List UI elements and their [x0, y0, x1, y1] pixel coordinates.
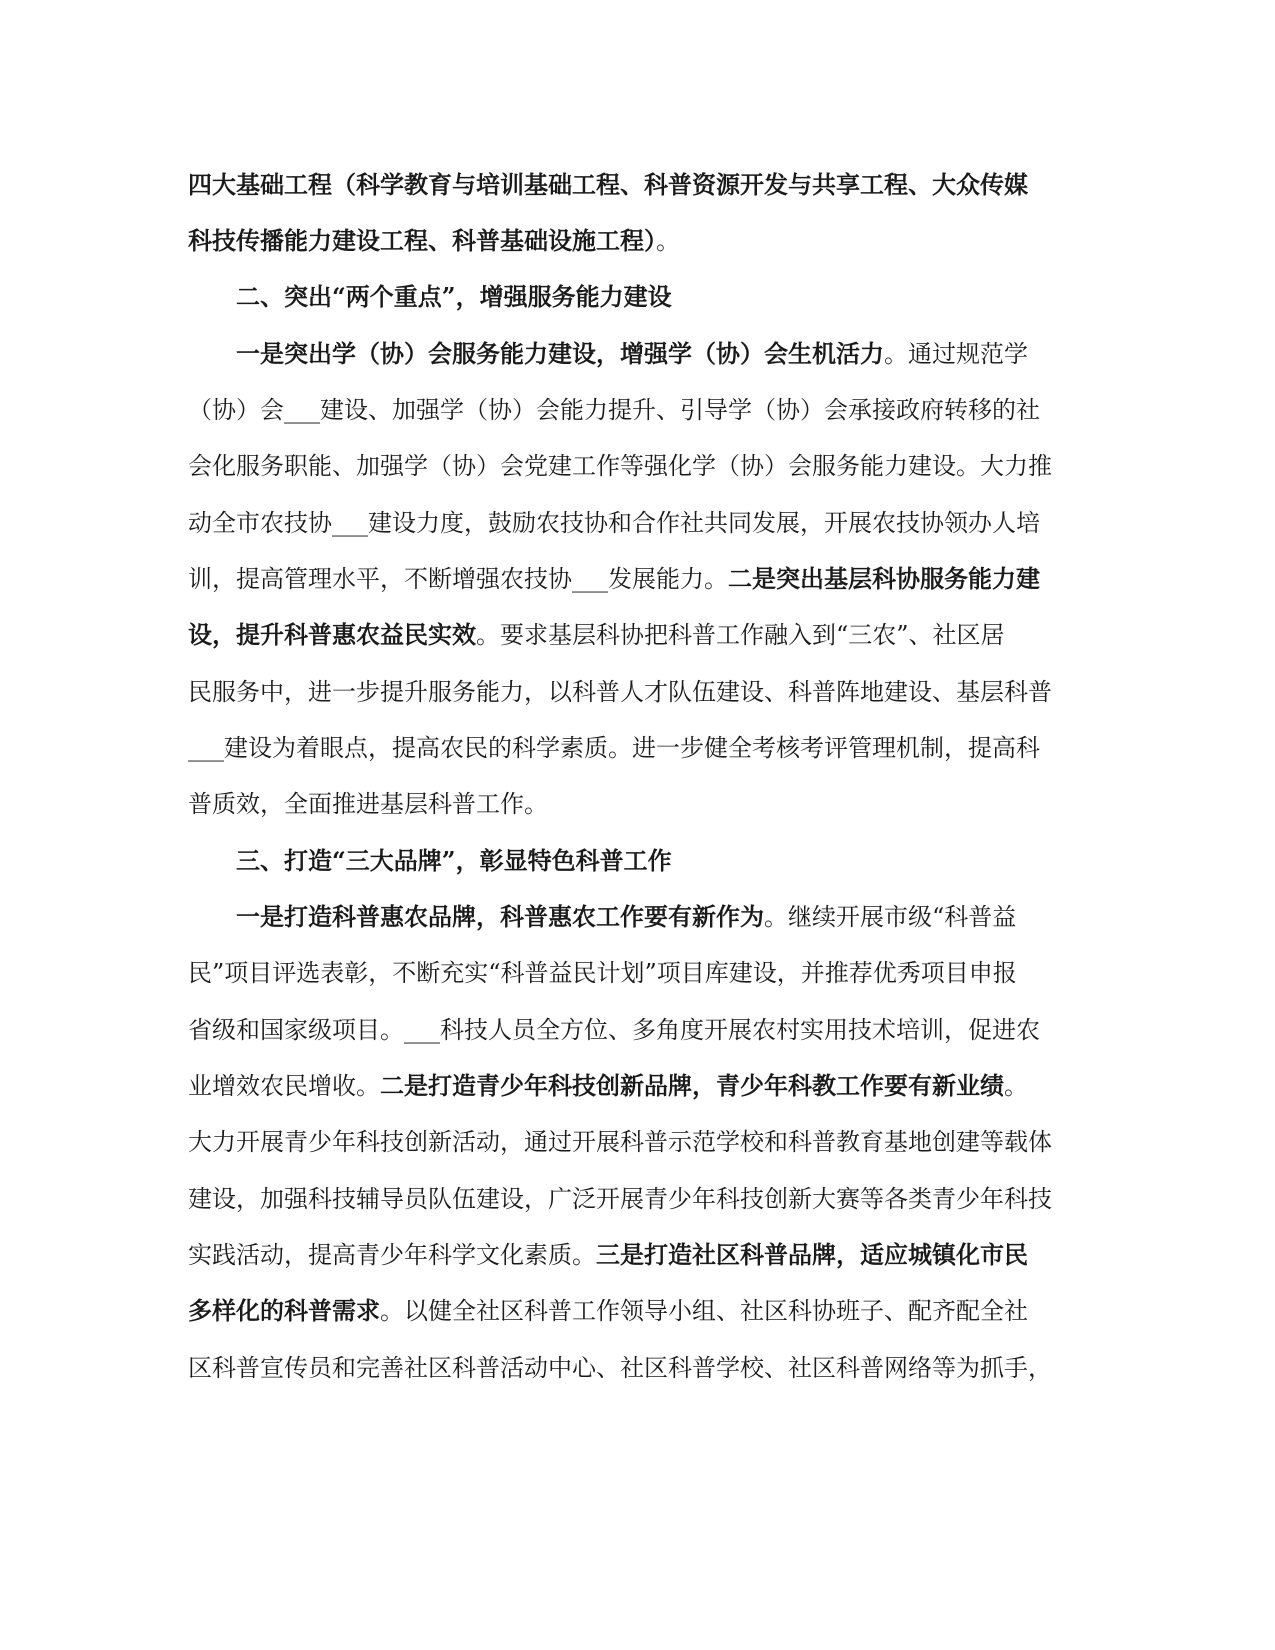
body-text: 建设，加强科技辅导员队伍建设，广泛开展青少年科技创新大赛等各类青少年科技 — [188, 1185, 1052, 1213]
bold-text: 一是突出学（协）会服务能力建设，增强学（协）会生机活力 — [236, 339, 884, 368]
bold-text: 二是突出基层科协服务能力建 — [728, 564, 1040, 593]
bold-text: 四大基础工程（科学教育与培训基础工程、科普资源开发与共享工程、大众传媒 — [188, 170, 1028, 199]
body-text: 。 — [1004, 1072, 1028, 1100]
bold-text: 多样化的科普需求 — [188, 1296, 380, 1325]
paragraph-line — [188, 503, 1088, 543]
heading-text: 三、打造“三大品牌”，彰显特色科普工作 — [236, 846, 672, 875]
body-text: 。 — [656, 227, 680, 255]
paragraph-line — [236, 897, 1136, 937]
paragraph-line — [188, 1010, 1088, 1050]
paragraph-line — [188, 728, 1088, 768]
heading-text: 二、突出“两个重点”，增强服务能力建设 — [236, 282, 672, 311]
body-text: 。通过规范学 — [884, 340, 1028, 368]
paragraph-line — [188, 559, 1088, 599]
paragraph-line — [188, 953, 1088, 993]
bold-text: 二是打造青少年科技创新品牌，青少年科教工作要有新业绩 — [380, 1071, 1004, 1100]
body-text: 民服务中，进一步提升服务能力，以科普人才队伍建设、科普阵地建设、基层科普 — [188, 678, 1052, 706]
paragraph-line — [188, 446, 1088, 486]
paragraph-line — [188, 165, 1088, 205]
body-text: 。以健全社区科普工作领导小组、社区科协班子、配齐配全社 — [380, 1297, 1028, 1325]
body-text: 业增效农民增收。 — [188, 1072, 380, 1100]
paragraph-line — [188, 784, 1088, 824]
body-text: 普质效，全面推进基层科普工作。 — [188, 790, 548, 818]
body-text: 会化服务职能、加强学（协）会党建工作等强化学（协）会服务能力建设。大力推 — [188, 452, 1052, 480]
paragraph-line — [188, 1122, 1088, 1162]
body-text: 区科普宣传员和完善社区科普活动中心、社区科普学校、社区科普网络等为抓手， — [188, 1354, 1052, 1382]
body-text: 大力开展青少年科技创新活动，通过开展科普示范学校和科普教育基地创建等载体 — [188, 1128, 1052, 1156]
paragraph-line — [188, 615, 1088, 655]
paragraph-line — [188, 1066, 1088, 1106]
paragraph-line — [188, 1235, 1088, 1275]
paragraph-line — [188, 390, 1088, 430]
body-text: 动全市农技协___建设力度，鼓励农技协和合作社共同发展，开展农技协领办人培 — [188, 509, 1040, 537]
body-text: ___建设为着眼点，提高农民的科学素质。进一步健全考核考评管理机制，提高科 — [188, 734, 1040, 762]
body-text: 。要求基层科协把科普工作融入到“三农”、社区居 — [476, 621, 1005, 649]
bold-text: 科技传播能力建设工程、科普基础设施工程） — [188, 226, 656, 255]
body-text: （协）会___建设、加强学（协）会能力提升、引导学（协）会承接政府转移的社 — [188, 396, 1040, 424]
paragraph-line — [188, 672, 1088, 712]
section-heading — [236, 277, 1136, 317]
body-text: 省级和国家级项目。___科技人员全方位、多角度开展农村实用技术培训，促进农 — [188, 1016, 1040, 1044]
bold-text: 一是打造科普惠农品牌，科普惠农工作要有新作为 — [236, 902, 764, 931]
section-heading — [236, 841, 1136, 881]
bold-text: 三是打造社区科普品牌，适应城镇化市民 — [596, 1240, 1028, 1269]
body-text: 训，提高管理水平，不断增强农技协___发展能力。 — [188, 565, 728, 593]
body-text: 民”项目评选表彰，不断充实“科普益民计划”项目库建设，并推荐优秀项目申报 — [188, 959, 1017, 987]
bold-text: 设，提升科普惠农益民实效 — [188, 620, 476, 649]
paragraph-line — [188, 1348, 1088, 1388]
paragraph-line — [188, 1179, 1088, 1219]
body-text: 。继续开展市级“科普益 — [764, 903, 1017, 931]
paragraph-line — [188, 1291, 1088, 1331]
paragraph-line — [188, 221, 1088, 261]
body-text: 实践活动，提高青少年科学文化素质。 — [188, 1241, 596, 1269]
paragraph-line — [236, 334, 1136, 374]
